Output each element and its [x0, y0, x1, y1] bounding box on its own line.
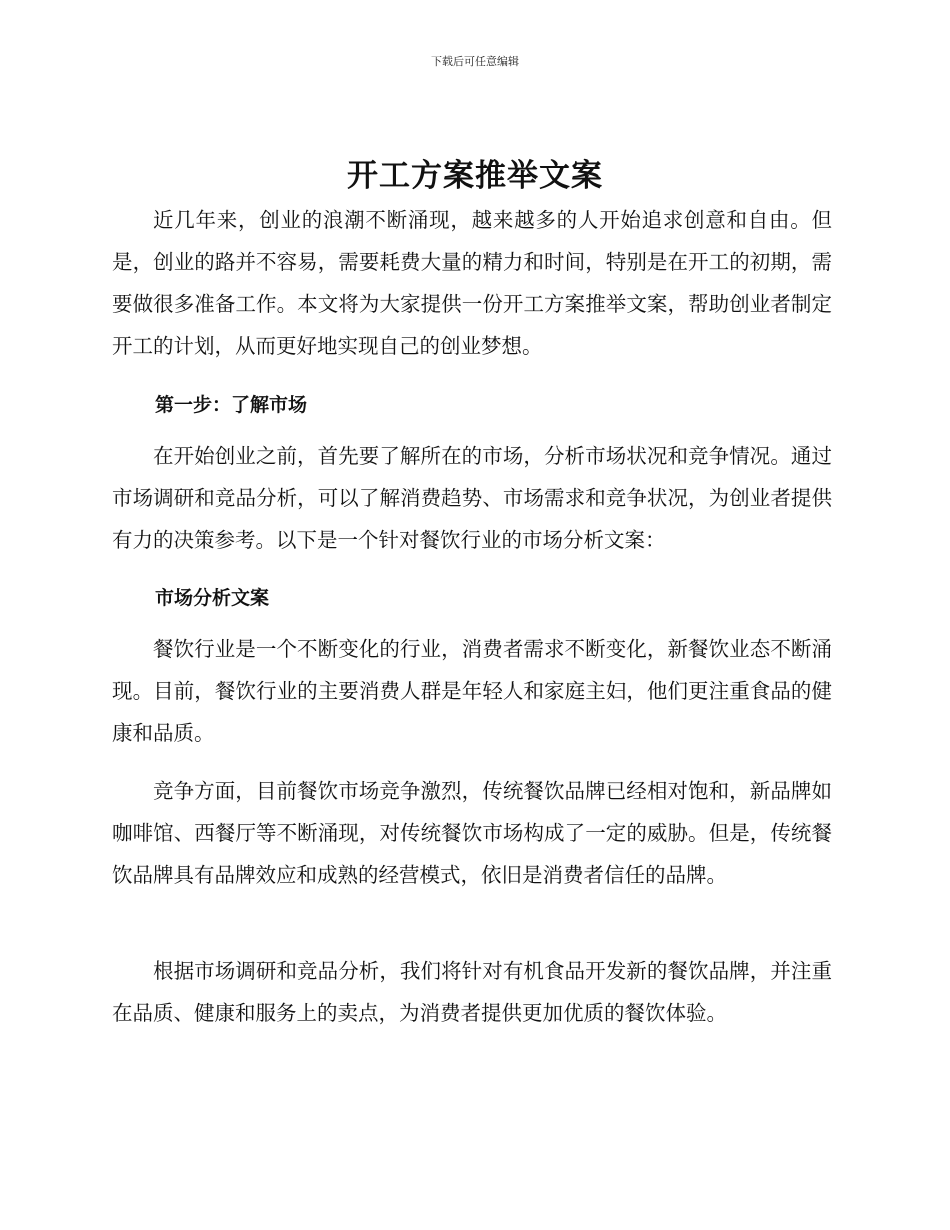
document-title: 开工方案推举文案	[347, 158, 603, 194]
analysis-paragraph-3: 根据市场调研和竞品分析，我们将针对有机食品开发新的餐饮品牌，并注重在品质、健康和服务上的卖点，为消费者提供更加优质的餐饮体验。	[112, 959, 832, 1025]
step1-paragraph: 在开始创业之前，首先要了解所在的市场，分析市场状况和竞争情况。通过市场调研和竞品分析，可以了解消费趋势、市场需求和竞争状况，为创业者提供有力的决策参考。以下是一个针对餐饮行业的市场分析文案：	[112, 444, 832, 552]
page-header-note: 下载后可任意编辑	[431, 55, 519, 68]
intro-paragraph: 近几年来，创业的浪潮不断涌现，越来越多的人开始追求创意和自由。但是，创业的路并不容易，需要耗费大量的精力和时间，特别是在开工的初期，需要做很多准备工作。本文将为大家提供一份开工方案推举文案，帮助创业者制定开工的计划，从而更好地实现自己的创业梦想。	[112, 208, 832, 358]
step1-heading: 第一步：了解市场	[155, 394, 308, 416]
analysis-paragraph-1: 餐饮行业是一个不断变化的行业，消费者需求不断变化，新餐饮业态不断涌现。目前，餐饮行业的主要消费人群是年轻人和家庭主妇，他们更注重食品的健康和品质。	[112, 637, 832, 745]
analysis-paragraph-2: 竞争方面，目前餐饮市场竞争激烈，传统餐饮品牌已经相对饱和，新品牌如咖啡馆、西餐厅等不断涌现，对传统餐饮市场构成了一定的威胁。但是，传统餐饮品牌具有品牌效应和成熟的经营模式，依旧是消费者信任的品牌。	[112, 779, 832, 887]
market-analysis-heading: 市场分析文案	[155, 587, 270, 609]
